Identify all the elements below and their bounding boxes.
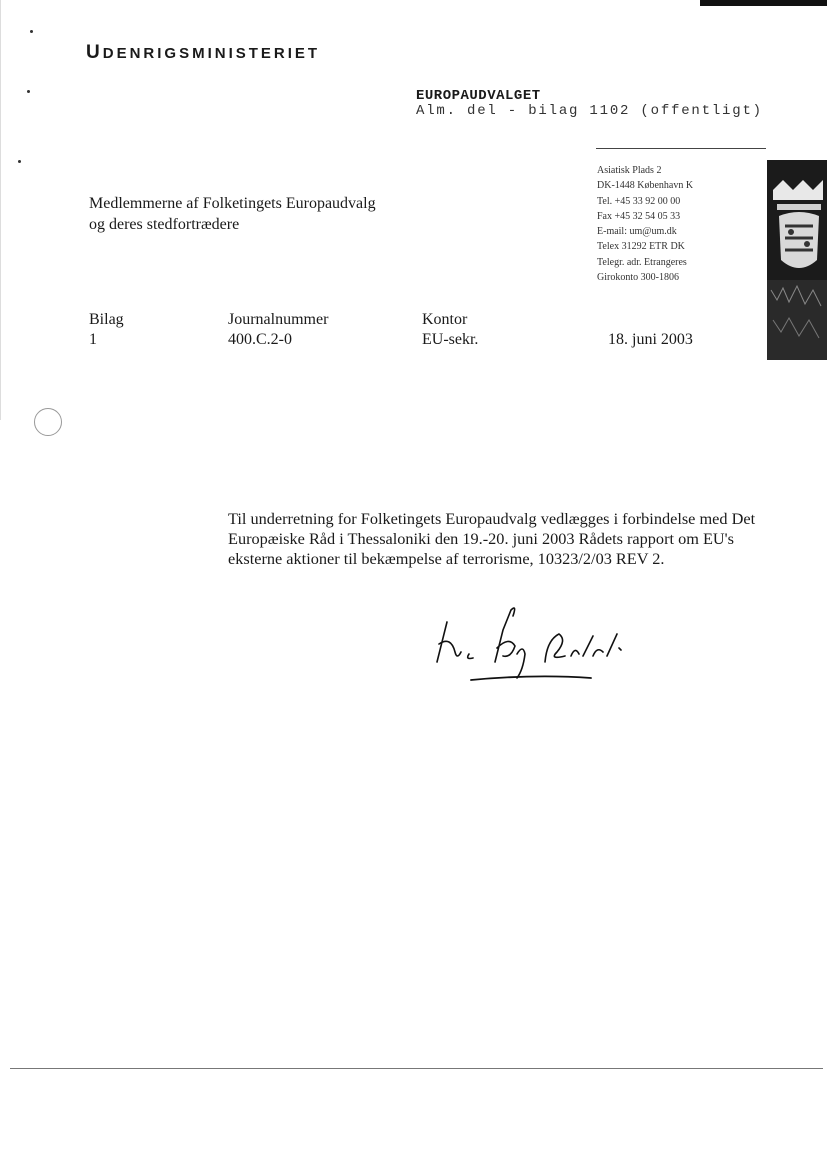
address-line: E-mail: um@um.dk xyxy=(597,226,677,238)
stamp-committee: EUROPAUDVALGET xyxy=(416,88,541,104)
address-rule xyxy=(596,148,766,149)
recipient-block xyxy=(89,193,376,235)
ministry-rest: DENRIGSMINISTERIET xyxy=(102,45,321,62)
address-line: Telex 31292 ETR DK xyxy=(597,241,685,253)
scan-speck xyxy=(18,160,21,163)
bilag-value: 1 xyxy=(89,331,97,348)
address-line: Asiatisk Plads 2 xyxy=(597,165,662,176)
ministry-initial: U xyxy=(86,42,103,63)
scan-speck xyxy=(30,30,33,33)
bilag-label: Bilag xyxy=(89,311,124,328)
kontor-label: Kontor xyxy=(422,311,468,328)
scan-edge-bar xyxy=(700,0,827,6)
scan-margin-line xyxy=(0,0,1,420)
journal-label: Journalnummer xyxy=(228,311,329,328)
letter-date: 18. juni 2003 xyxy=(608,331,693,348)
journal-value: 400.C.2-0 xyxy=(228,331,292,348)
kontor-value: EU-sekr. xyxy=(422,331,479,348)
punch-hole xyxy=(34,408,62,436)
body-paragraph: Til underretning for Folketingets Europaudvalg vedlægges i forbindelse med Det Europæiske Råd i Thessaloniki den 19.-20. juni 2003 Rådets rapport om EU's eksterne aktioner til bekæmpelse af terrorisme, 10323/2/03 REV 2. xyxy=(228,509,756,568)
recipient-line: og deres stedfortrædere xyxy=(89,216,240,233)
stamp-reference: Alm. del - bilag 1102 (offentligt) xyxy=(416,103,763,119)
handwritten-signature xyxy=(425,600,645,695)
address-block xyxy=(597,163,693,285)
recipient-line: Medlemmerne af Folketingets Europaudvalg xyxy=(89,195,376,212)
coat-of-arms-logo xyxy=(767,160,827,360)
bottom-rule xyxy=(10,1068,823,1069)
scan-speck xyxy=(27,90,30,93)
ministry-name xyxy=(86,42,320,64)
address-line: Tel. +45 33 92 00 00 xyxy=(597,195,681,207)
address-line: DK-1448 København K xyxy=(597,180,694,192)
address-line: Girokonto 300-1806 xyxy=(597,272,679,284)
address-line: Fax +45 32 54 05 33 xyxy=(597,210,681,222)
address-line: Telegr. adr. Etrangeres xyxy=(597,256,687,268)
